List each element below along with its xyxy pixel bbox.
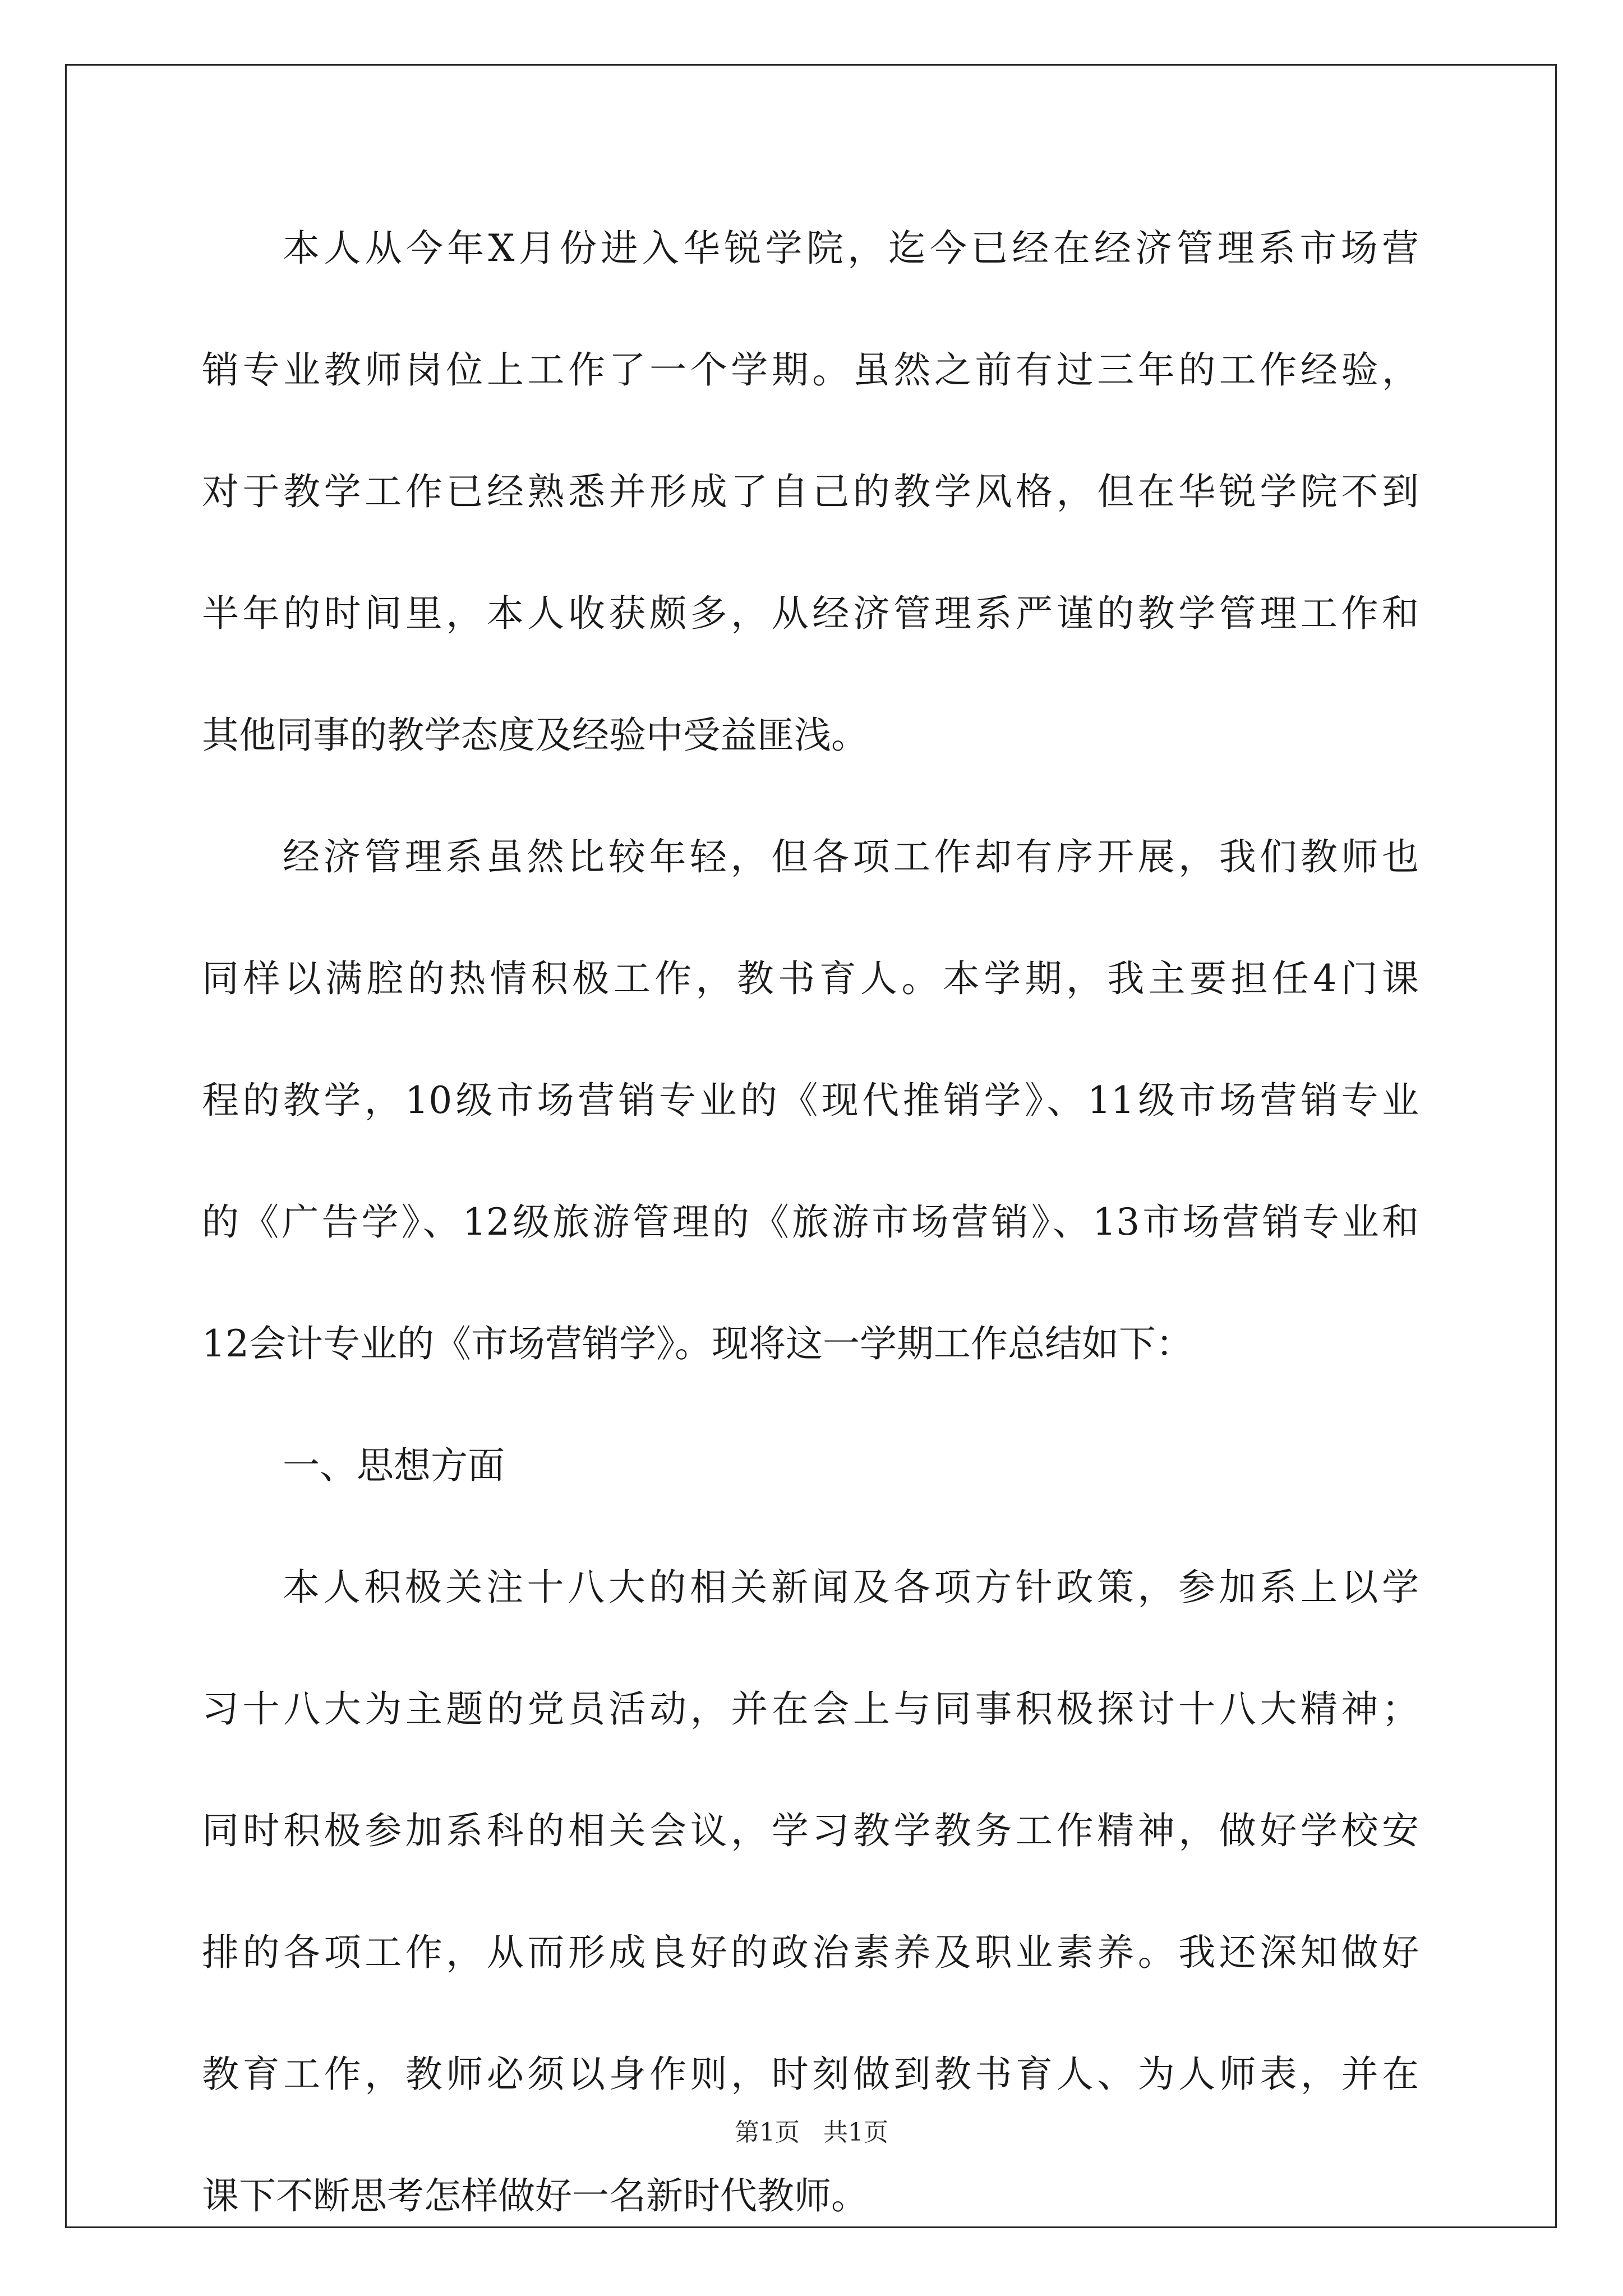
text-line: 本人从今年X月份进入华锐学院，迄今已经在经济管理系市场营 bbox=[283, 227, 1419, 270]
text-line: 教育工作，教师必须以身作则，时刻做到教书育人、为人师表，并在 bbox=[202, 2053, 1419, 2096]
text-line: 12会计专业的《市场营销学》。现将这一学期工作总结如下： bbox=[202, 1322, 1193, 1365]
text-line: 半年的时间里，本人收获颇多，从经济管理系严谨的教学管理工作和 bbox=[202, 592, 1419, 635]
section-heading: 一、思想方面 bbox=[283, 1444, 505, 1487]
text-line: 习十八大为主题的党员活动，并在会上与同事积极探讨十八大精神； bbox=[202, 1687, 1419, 1731]
text-line: 本人积极关注十八大的相关新闻及各项方针政策，参加系上以学 bbox=[283, 1566, 1419, 1609]
page-number-footer: 第1页 共1页 bbox=[735, 2118, 888, 2147]
text-line: 排的各项工作，从而形成良好的政治素养及职业素养。我还深知做好 bbox=[202, 1931, 1419, 1974]
text-line: 其他同事的教学态度及经验中受益匪浅。 bbox=[202, 714, 868, 757]
text-line: 对于教学工作已经熟悉并形成了自己的教学风格，但在华锐学院不到 bbox=[202, 470, 1419, 513]
text-line: 同时积极参加系科的相关会议，学习教学教务工作精神，做好学校安 bbox=[202, 1809, 1419, 1852]
text-line: 课下不断思考怎样做好一名新时代教师。 bbox=[202, 2174, 868, 2217]
text-line: 销专业教师岗位上工作了一个学期。虽然之前有过三年的工作经验， bbox=[202, 348, 1419, 392]
text-line: 同样以满腔的热情积极工作，教书育人。本学期，我主要担任4门课 bbox=[202, 957, 1419, 1000]
text-line: 程的教学，10级市场营销专业的《现代推销学》、11级市场营销专业 bbox=[202, 1079, 1419, 1122]
text-line: 的《广告学》、12级旅游管理的《旅游市场营销》、13市场营销专业和 bbox=[202, 1200, 1419, 1244]
text-line: 经济管理系虽然比较年轻，但各项工作却有序开展，我们教师也 bbox=[283, 835, 1419, 878]
